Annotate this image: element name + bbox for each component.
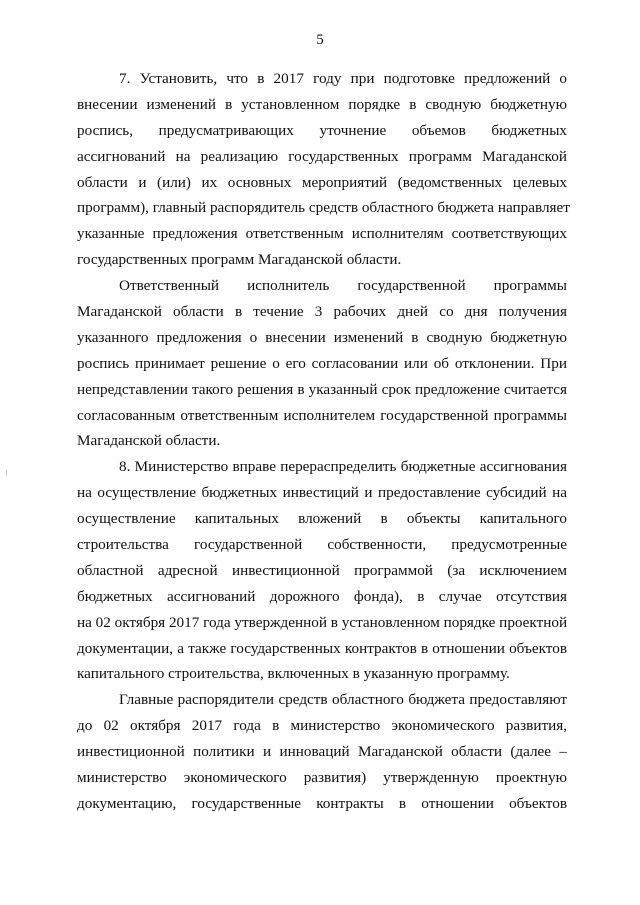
- text-line: Ответственный исполнитель государственной программы: [119, 277, 567, 295]
- text-line: указанные предложения ответственным исполнителям соответствующих: [77, 225, 567, 243]
- paragraph-7-responsible-executor: [77, 273, 567, 454]
- paragraph-8-main-managers: [77, 687, 567, 816]
- paragraph-7: [77, 66, 570, 273]
- paragraph-8: [77, 454, 567, 687]
- text-line: капитального строительства, включенных в указанную программу.: [77, 665, 510, 683]
- text-line: инвестиционной политики и инноваций Магаданской области (далее –: [77, 743, 567, 761]
- text-line: осуществление капитальных вложений в объекты капитального: [77, 510, 567, 528]
- text-line: на осуществление бюджетных инвестиций и предоставление субсидий на: [77, 484, 567, 502]
- text-line: Магаданской области в течение 3 рабочих дней со дня получения: [77, 303, 567, 321]
- text-line: программ), главный распорядитель средств областного бюджета направляет: [77, 199, 570, 217]
- page-number: 5: [316, 32, 324, 48]
- scan-artifact: [6, 470, 7, 476]
- text-line: Магаданской области.: [77, 432, 221, 450]
- text-line: до 02 октября 2017 года в министерство экономического развития,: [77, 717, 567, 735]
- text-line: документацию, государственные контракты в отношении объектов: [77, 794, 567, 812]
- text-line: ассигнований на реализацию государственных программ Магаданской: [77, 147, 567, 165]
- text-line: 7. Установить, что в 2017 году при подготовке предложений о: [119, 70, 567, 87]
- text-line: государственных программ Магаданской области.: [77, 251, 402, 269]
- text-line: министерство экономического развития) утвержденную проектную: [77, 769, 567, 787]
- text-line: роспись принимает решение о его согласовании или об отклонении. При: [77, 354, 567, 372]
- text-line: бюджетных ассигнований дорожного фонда), в случае отсутствия: [77, 587, 567, 605]
- document-body: [77, 66, 570, 817]
- text-line: Главные распорядители средств областного бюджета предоставляют: [119, 691, 567, 709]
- text-line: области и (или) их основных мероприятий (ведомственных целевых: [77, 173, 567, 191]
- text-line: областной адресной инвестиционной программой (за исключением: [77, 561, 567, 579]
- text-line: согласованным ответственным исполнителем государственной программы: [77, 406, 567, 424]
- text-line: внесении изменений в установленном порядке в сводную бюджетную: [77, 95, 567, 113]
- text-line: роспись, предусматривающих уточнение объемов бюджетных: [77, 121, 567, 139]
- text-line: 8. Министерство вправе перераспределить бюджетные ассигнования: [119, 458, 567, 476]
- text-line: указанного предложения о внесении изменений в сводную бюджетную: [77, 328, 567, 346]
- text-line: непредставлении такого решения в указанный срок предложение считается: [77, 380, 567, 398]
- text-line: на 02 октября 2017 года утвержденной в установленном порядке проектной: [77, 613, 568, 631]
- text-line: строительства государственной собственности, предусмотренные: [77, 536, 567, 554]
- text-line: документации, а также государственных контрактов в отношении объектов: [77, 639, 567, 657]
